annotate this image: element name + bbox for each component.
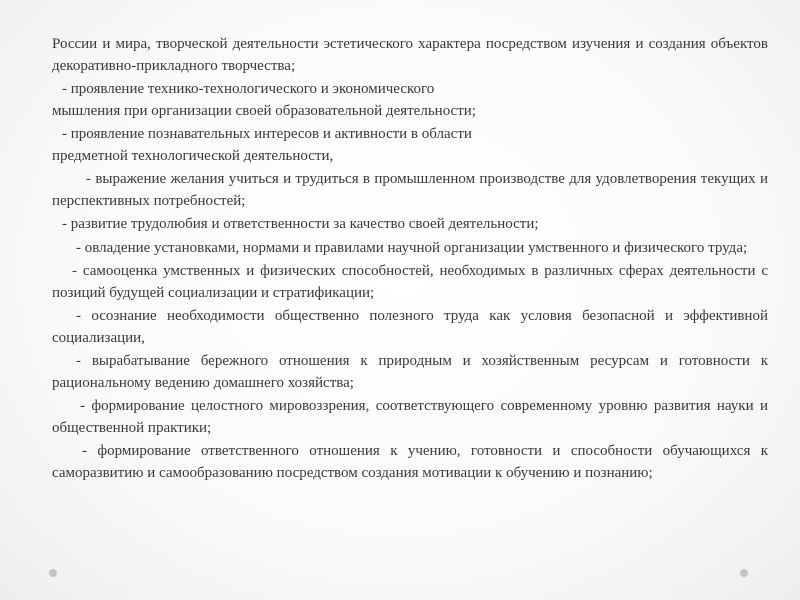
paragraph-item: - развитие трудолюбия и ответственности за качество своей деятельности;	[62, 216, 539, 232]
slide-text-body	[52, 34, 768, 484]
paragraph-item: - самооценка умственных и физических способностей, необходимых в различных сферах деятельности с позиций будущей социализации и стратификации;	[52, 263, 768, 301]
paragraph-item: - вырабатывание бережного отношения к природным и хозяйственным ресурсам и готовности к рациональному ведению домашнего хозяйства;	[52, 353, 768, 391]
paragraph-item: - проявление технико-технологического и экономического	[62, 81, 435, 97]
bullet-dot-right	[740, 569, 748, 577]
bullet-dot-left	[49, 569, 57, 577]
paragraph-item: - овладение установками, нормами и правилами научной организации умственного и физического труда;	[76, 239, 748, 256]
paragraph-continuation: предметной технологической деятельности,	[52, 147, 334, 164]
paragraph-item: - выражение желания учиться и трудиться в промышленном производстве для удовлетворения текущих и перспективных потребностей;	[52, 171, 768, 209]
paragraph-item: - осознание необходимости общественно полезного труда как условия безопасной и эффективной социализации,	[52, 308, 768, 346]
paragraph-item: - формирование ответственного отношения к учению, готовности и способности обучающихся к саморазвитию и самообразованию посредством создания мотивации к обучению и познанию;	[52, 443, 768, 481]
paragraph-intro: России и мира, творческой деятельности эстетического характера посредством изучения и создания объектов декоративно-прикладного творчества;	[52, 36, 768, 74]
paragraph-continuation: мышления при организации своей образовательной деятельности;	[52, 102, 476, 119]
paragraph-item: - проявление познавательных интересов и активности в области	[62, 126, 472, 142]
paragraph-item: - формирование целостного мировоззрения, соответствующего современному уровню развития науки и общественной практики;	[52, 398, 768, 436]
